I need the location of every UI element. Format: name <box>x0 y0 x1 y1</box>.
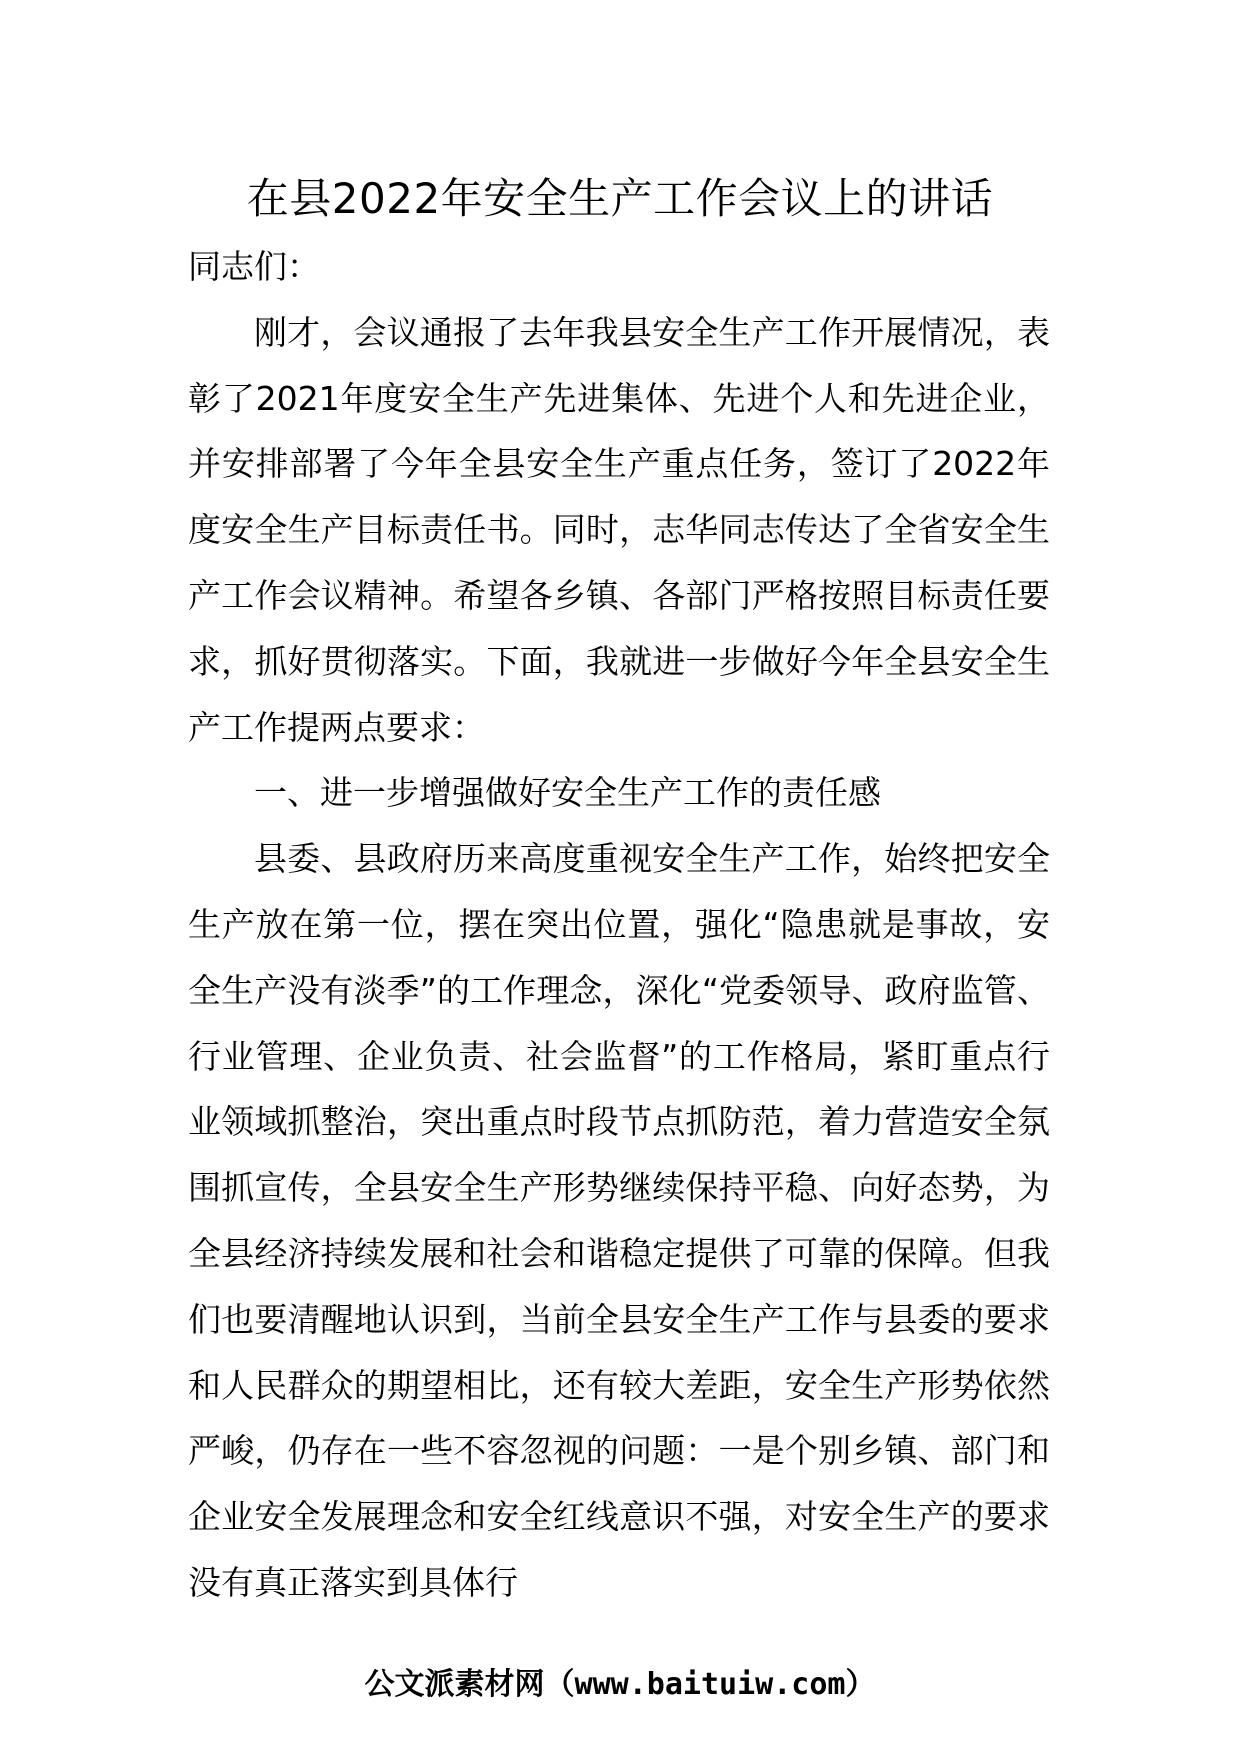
paragraph-section-1: 县委、县政府历来高度重视安全生产工作，始终把安全生产放在第一位，摆在突出位置，强化“隐患就是事故，安全生产没有淡季”的工作理念，深化“党委领导、政府监管、行业管理、企业负责、社会监督”的工作格局，紧盯重点行业领域抓整治，突出重点时段节点抓防范，着力营造安全氛围抓宣传，全县安全生产形势继续保持平稳、向好态势，为全县经济持续发展和社会和谐稳定提供了可靠的保障。但我们也要清醒地认识到，当前全县安全生产工作与县委的要求和人民群众的期望相比，还有较大差距，安全生产形势依然严峻，仍存在一些不容忽视的问题：一是个别乡镇、部门和企业安全发展理念和安全红线意识不强，对安全生产的要求没有真正落实到具体行 <box>188 839 1050 1602</box>
footer-open-paren: （ <box>544 1667 575 1702</box>
document-title: 在县2022年安全生产工作会议上的讲话 <box>246 174 994 223</box>
salutation: 同志们： <box>188 247 320 286</box>
section-heading-1: 一、进一步增强做好安全生产工作的责任感 <box>254 773 881 813</box>
paragraph-intro: 刚才，会议通报了去年我县安全生产工作开展情况，表彰了2021年度安全生产先进集体、先进个人和先进企业，并安排部署了今年全县安全生产重点任务，签订了2022年度安全生产目标责任书。同时，志华同志传达了全省安全生产工作会议精神。希望各乡镇、各部门严格按照目标责任要求，抓好贯彻落实。下面，我就进一步做好今年全县安全生产工作提两点要求： <box>188 312 1050 747</box>
footer-site-name: 公文派素材网 <box>364 1667 545 1702</box>
footer-url: www.baituiw.com <box>574 1667 846 1702</box>
document-body <box>188 234 1050 1616</box>
page-footer <box>0 1665 1240 1705</box>
footer-close-paren: ） <box>845 1667 876 1702</box>
